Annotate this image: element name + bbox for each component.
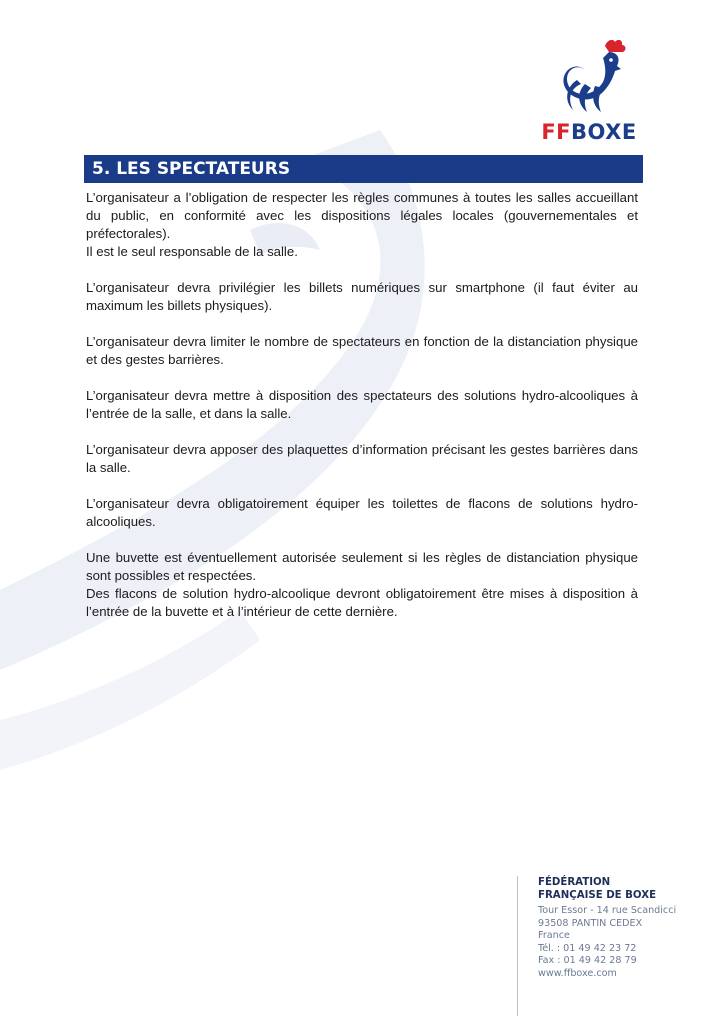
paragraph — [86, 441, 638, 477]
paragraph — [86, 495, 638, 531]
paragraph — [86, 279, 638, 315]
footer-phone: Tél. : 01 49 42 23 72 — [538, 942, 637, 954]
footer-website-link[interactable]: www.ffboxe.com — [538, 967, 617, 979]
paragraph-line: Une buvette est éventuellement autorisée seulement si les règles de distanciation physique sont possibles et respectées. — [86, 550, 638, 583]
logo-text-ff: FF — [541, 120, 572, 144]
paragraph-line: L’organisateur devra privilégier les billets numériques sur smartphone (il faut éviter au maximum les billets physiques). — [86, 280, 638, 313]
paragraph — [86, 333, 638, 369]
footer-address-line1: Tour Essor - 14 rue Scandicci — [538, 905, 677, 916]
paragraph — [86, 189, 638, 261]
paragraph-line: L’organisateur a l’obligation de respecter les règles communes à toutes les salles accueillant du public, en conformité avec les dispositions légales locales (gouvernementales et préfectorales). — [86, 190, 638, 241]
footer-address — [538, 905, 723, 980]
footer-org-name — [538, 876, 723, 902]
paragraph-line: L’organisateur devra apposer des plaquettes d’information précisant les gestes barrières dans la salle. — [86, 442, 638, 475]
section-heading-bar — [84, 155, 643, 183]
paragraph — [86, 549, 638, 621]
ffboxe-wordmark — [535, 120, 643, 144]
paragraph-line: Il est le seul responsable de la salle. — [86, 244, 298, 259]
paragraph-line: L’organisateur devra limiter le nombre de spectateurs en fonction de la distanciation physique et des gestes barrières. — [86, 334, 638, 367]
logo-text-boxe: BOXE — [571, 120, 637, 144]
paragraph — [86, 387, 638, 423]
document-body — [86, 189, 638, 639]
section-title: 5. LES SPECTATEURS — [92, 159, 291, 179]
footer-contact-block — [517, 876, 723, 1016]
rooster-logo-icon — [547, 36, 631, 118]
paragraph-line: Des flacons de solution hydro-alcoolique devront obligatoirement être mises à disposition à l’entrée de la buvette et à l’intérieur de cette dernière. — [86, 586, 638, 619]
paragraph-line: L’organisateur devra mettre à disposition des spectateurs des solutions hydro-alcooliques à l’entrée de la salle, et dans la salle. — [86, 388, 638, 421]
footer-org-line2: FRANÇAISE DE BOXE — [538, 890, 657, 901]
paragraph-line: L’organisateur devra obligatoirement équiper les toilettes de flacons de solutions hydro-alcooliques. — [86, 496, 638, 529]
footer-country: France — [538, 930, 570, 941]
footer-org-line1: FÉDÉRATION — [538, 877, 611, 888]
ffboxe-logo — [535, 36, 643, 144]
footer-fax: Fax : 01 49 42 28 79 — [538, 955, 637, 966]
footer-address-line2: 93508 PANTIN CEDEX — [538, 917, 643, 929]
